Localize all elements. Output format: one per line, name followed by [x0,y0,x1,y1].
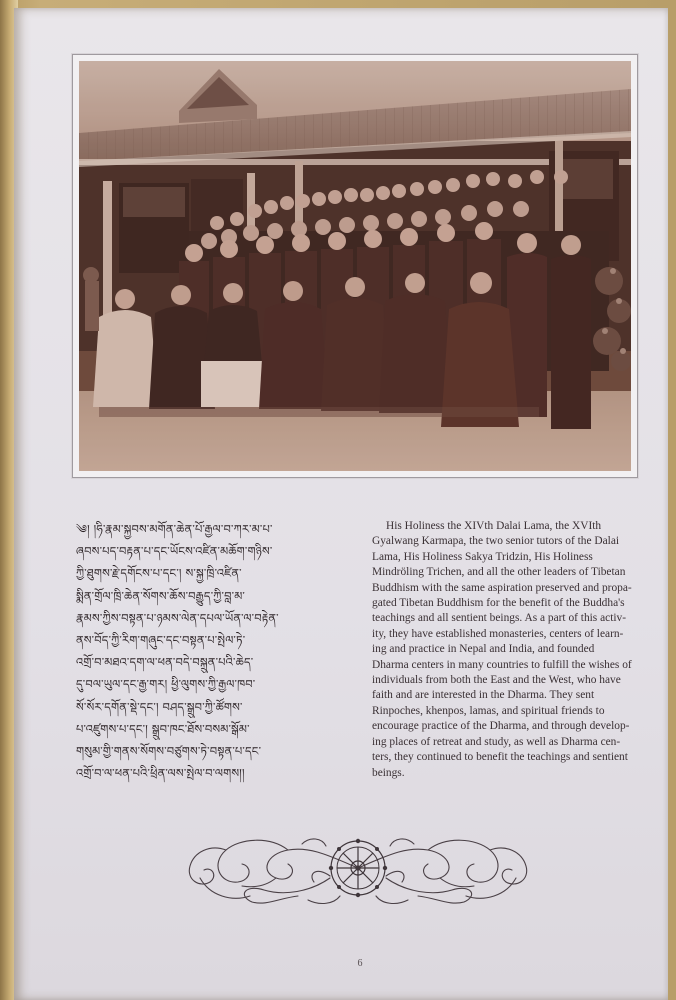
english-line: ing places of retreat and study, as well as Dharma cen- [372,735,621,748]
english-line: encourage practice of the Dharma, and through develop- [372,720,630,733]
group-photograph [79,61,631,471]
english-line: faith and are interested in the Dharma. They sent [372,689,595,702]
english-line: individuals from both the East and the West, who have [372,674,621,687]
tibetan-line: སྨིན་གྲོལ་ཁྲི་ཆེན་སོགས་ཆོས་བརྒྱུད་ཀྱི་བླ་མ་ [76,588,245,603]
tibetan-line: སོ་སོར་དགོན་སྡེ་དང་། བཤད་སྒྲུབ་ཀྱི་ཚོགས་ [76,699,243,714]
english-line: Lama, His Holiness Sakya Tridzin, His Holiness [372,550,593,563]
photo-frame [72,54,638,478]
ornament-svg [180,826,536,910]
english-line: His Holiness the XIVth Dalai Lama, the XVIth [386,520,602,532]
tibetan-line: ཞབས་པད་བརྟན་པ་དང་ཡོངས་འཛིན་མཆོག་གཉིས་ [76,544,273,559]
tibetan-text-block [76,518,346,784]
group-photo-illustration [79,61,631,471]
english-line: gated Tibetan Buddhism for the benefit of the Buddha's [372,597,625,610]
english-line: ters, they continued to benefit the teachings and sentient [372,751,628,764]
english-line: teachings and all sentient beings. As a part of this activ- [372,612,627,625]
page-number: 6 [357,958,363,969]
english-text-block [372,519,636,781]
english-line: Buddhism with the same aspiration preserved and propa- [372,581,632,594]
tibetan-line: དུ་བལ་ཡུལ་དང་རྒྱ་གར། ཕྱི་ལུགས་ཀྱི་རྒྱལ་ཁབ་ [76,677,256,692]
tibetan-line: པ་འཛུགས་པ་དང་། སྒྲུབ་ཁང་ཐོས་བསམ་སྒོམ་ [76,721,250,736]
english-line: ity, they have established monasteries, centers of learn- [372,627,624,640]
tibetan-line: འགྲོ་བ་མཐའ་དག་ལ་ཕན་བདེ་བསྐྲུན་པའི་ཆེད་ [76,655,254,670]
english-line: ing and practice in Nepal and India, and founded [372,643,595,656]
english-line: beings. [372,766,405,779]
tibetan-line: གསུམ་གྱི་གནས་སོགས་བཙུགས་ཏེ་བསྟན་པ་དང་ [76,744,262,759]
english-line: Gyalwang Karmapa, the two senior tutors of the Dalai [372,535,620,548]
english-line: Dharma centers in many countries to fulfill the wishes of [372,658,632,671]
tibetan-line: འགྲོ་བ་ལ་ཕན་པའི་ཕྲིན་ལས་སྤེལ་བ་ལགས།། [76,766,245,781]
english-line: Mindröling Trichen, and all the other leaders of Tibetan [372,566,626,579]
tibetan-line: ༄། །ཧི་རྣམ་སྐྱབས་མགོན་ཆེན་པོ་རྒྱལ་བ་ཀར་མ་པ་ [76,522,273,536]
tibetan-line: ཀྱི་ཐུགས་རྗེ་དགོངས་པ་དང་། ས་སྐྱ་ཁྲི་འཛིན་ [76,566,242,581]
tibetan-line: རྣམས་ཀྱིས་བསྟན་པ་ཉམས་ལེན་དཔལ་ཡོན་ལ་བརྟེན་ [76,610,279,625]
tibetan-line: ནས་བོད་ཀྱི་རིག་གཞུང་དང་བསྟན་པ་སྤེལ་ཏེ་ [76,633,246,648]
english-line: Rinpoches, khenpos, lamas, and spiritual friends to [372,704,605,717]
dharma-wheel-scroll-ornament-icon [180,826,536,910]
